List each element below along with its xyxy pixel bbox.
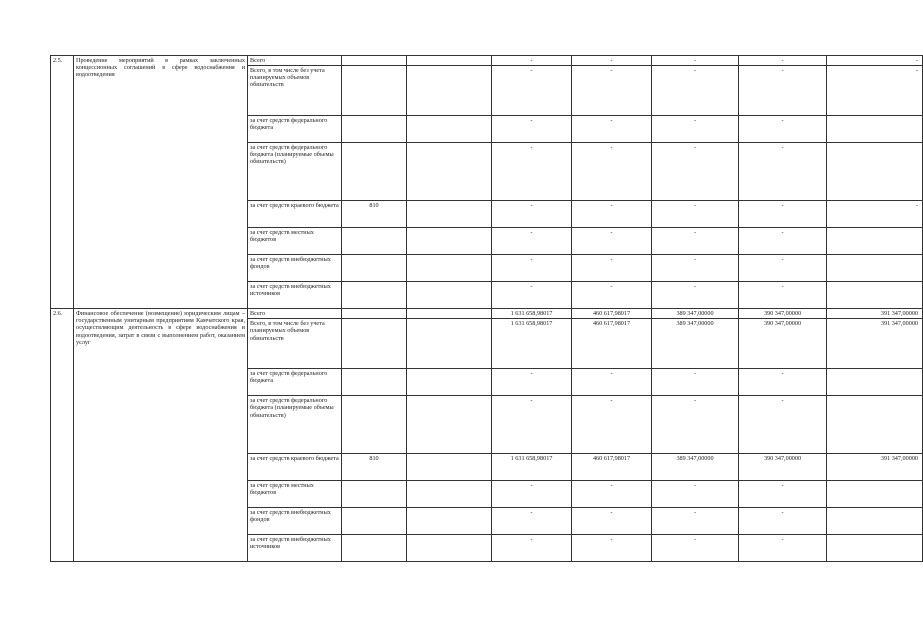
table-row xyxy=(51,309,923,319)
amount-cell: - xyxy=(652,282,739,309)
amount-cell: 1 631 658,98017 xyxy=(492,319,572,369)
funding-source-label: Всего xyxy=(248,56,342,66)
amount-cell xyxy=(407,228,492,255)
amount-cell: 460 617,98017 xyxy=(572,309,652,319)
amount-cell: 389 347,00000 xyxy=(652,319,739,369)
amount-cell: 390 347,00000 xyxy=(739,319,827,369)
budget-code xyxy=(342,481,407,508)
amount-cell: - xyxy=(652,369,739,396)
amount-cell: - xyxy=(572,116,652,143)
amount-cell: - xyxy=(572,508,652,535)
amount-cell: - xyxy=(739,396,827,454)
amount-cell: - xyxy=(739,255,827,282)
amount-cell xyxy=(827,116,923,143)
amount-cell: - xyxy=(652,228,739,255)
amount-cell xyxy=(407,255,492,282)
amount-cell: - xyxy=(492,255,572,282)
funding-source-label: за счет средств федерального бюджета xyxy=(248,116,342,143)
budget-code xyxy=(342,143,407,201)
amount-cell: 391 347,00000 xyxy=(827,309,923,319)
funding-source-label: за счет средств краевого бюджета xyxy=(248,201,342,228)
amount-cell: - xyxy=(492,396,572,454)
amount-cell xyxy=(827,143,923,201)
amount-cell: - xyxy=(739,201,827,228)
funding-source-label: за счет средств внебюджетных фондов xyxy=(248,255,342,282)
amount-cell xyxy=(827,369,923,396)
amount-cell xyxy=(827,508,923,535)
section-number: 2.6. xyxy=(51,309,74,562)
budget-code xyxy=(342,309,407,319)
amount-cell: - xyxy=(572,66,652,116)
amount-cell: - xyxy=(492,116,572,143)
amount-cell: - xyxy=(492,201,572,228)
amount-cell: 390 347,00000 xyxy=(739,454,827,481)
amount-cell xyxy=(407,143,492,201)
funding-source-label: за счет средств внебюджетных источников xyxy=(248,282,342,309)
amount-cell: - xyxy=(652,116,739,143)
funding-source-label: за счет средств внебюджетных источников xyxy=(248,535,342,562)
amount-cell: - xyxy=(739,56,827,66)
budget-code xyxy=(342,56,407,66)
amount-cell: - xyxy=(492,143,572,201)
amount-cell: - xyxy=(492,481,572,508)
amount-cell: 460 617,98017 xyxy=(572,454,652,481)
amount-cell xyxy=(407,369,492,396)
amount-cell: - xyxy=(827,66,923,116)
amount-cell: - xyxy=(652,201,739,228)
amount-cell: - xyxy=(572,143,652,201)
amount-cell: - xyxy=(739,282,827,309)
amount-cell: 390 347,00000 xyxy=(739,309,827,319)
amount-cell: - xyxy=(739,66,827,116)
amount-cell: - xyxy=(652,508,739,535)
amount-cell xyxy=(827,228,923,255)
amount-cell: - xyxy=(652,56,739,66)
section-title: Финансовое обеспечение (возмещение) юридическим лицам – государственным унитарным предприятиям Камчатского края, осуществляющим деятельность в сфере водоснабжения и водоотведения, затрат в связи с выполнением работ, оказанием услуг xyxy=(74,309,248,562)
budget-code xyxy=(342,255,407,282)
amount-cell: - xyxy=(827,56,923,66)
amount-cell: - xyxy=(572,255,652,282)
amount-cell xyxy=(407,282,492,309)
budget-code: 810 xyxy=(342,201,407,228)
budget-table xyxy=(50,55,923,562)
amount-cell: - xyxy=(652,143,739,201)
budget-code xyxy=(342,369,407,396)
amount-cell xyxy=(827,282,923,309)
amount-cell: - xyxy=(572,228,652,255)
amount-cell: - xyxy=(572,481,652,508)
amount-cell: - xyxy=(492,369,572,396)
funding-source-label: Всего, в том числе без учета планируемых объемов обязательств xyxy=(248,319,342,369)
budget-code xyxy=(342,66,407,116)
amount-cell: - xyxy=(572,201,652,228)
budget-code xyxy=(342,508,407,535)
funding-source-label: за счет средств местных бюджетов xyxy=(248,228,342,255)
amount-cell: - xyxy=(652,66,739,116)
amount-cell xyxy=(407,201,492,228)
budget-code xyxy=(342,535,407,562)
funding-source-label: за счет средств краевого бюджета xyxy=(248,454,342,481)
amount-cell xyxy=(407,309,492,319)
amount-cell: - xyxy=(572,535,652,562)
amount-cell: - xyxy=(652,535,739,562)
funding-source-label: за счет средств федерального бюджета (планируемые объемы обязательств) xyxy=(248,143,342,201)
amount-cell xyxy=(407,66,492,116)
amount-cell: - xyxy=(492,56,572,66)
budget-code xyxy=(342,282,407,309)
funding-source-label: за счет средств федерального бюджета (планируемые объемы обязательств) xyxy=(248,396,342,454)
amount-cell: - xyxy=(739,535,827,562)
amount-cell xyxy=(407,396,492,454)
section-title: Проведение мероприятий в рамках заключенных концессионных соглашений в сфере водоснабжения и водоотведения xyxy=(74,56,248,309)
amount-cell: - xyxy=(572,282,652,309)
amount-cell: - xyxy=(739,143,827,201)
amount-cell: - xyxy=(652,255,739,282)
budget-code xyxy=(342,116,407,143)
amount-cell: - xyxy=(572,396,652,454)
amount-cell: - xyxy=(739,369,827,396)
amount-cell xyxy=(407,508,492,535)
amount-cell xyxy=(827,396,923,454)
amount-cell: - xyxy=(492,508,572,535)
amount-cell: 391 347,00000 xyxy=(827,319,923,369)
amount-cell: - xyxy=(492,282,572,309)
amount-cell xyxy=(407,454,492,481)
amount-cell: 460 617,98017 xyxy=(572,319,652,369)
amount-cell: - xyxy=(492,66,572,116)
amount-cell: 389 347,00000 xyxy=(652,309,739,319)
amount-cell xyxy=(407,535,492,562)
amount-cell: - xyxy=(652,481,739,508)
amount-cell: 1 631 658,98017 xyxy=(492,309,572,319)
amount-cell: - xyxy=(739,481,827,508)
table-body xyxy=(51,56,923,562)
amount-cell: - xyxy=(739,228,827,255)
funding-source-label: за счет средств внебюджетных фондов xyxy=(248,508,342,535)
amount-cell: - xyxy=(572,56,652,66)
amount-cell xyxy=(407,481,492,508)
section-number: 2.5. xyxy=(51,56,74,309)
funding-source-label: Всего, в том числе без учета планируемых объемов обязательств xyxy=(248,66,342,116)
amount-cell: - xyxy=(739,508,827,535)
amount-cell xyxy=(827,535,923,562)
funding-source-label: Всего xyxy=(248,309,342,319)
funding-source-label: за счет средств федерального бюджета xyxy=(248,369,342,396)
amount-cell: - xyxy=(827,201,923,228)
amount-cell: - xyxy=(492,228,572,255)
amount-cell: 1 631 658,98017 xyxy=(492,454,572,481)
amount-cell: - xyxy=(739,116,827,143)
funding-source-label: за счет средств местных бюджетов xyxy=(248,481,342,508)
amount-cell xyxy=(407,319,492,369)
amount-cell xyxy=(827,481,923,508)
amount-cell xyxy=(407,116,492,143)
table-row xyxy=(51,56,923,66)
amount-cell: 389 347,00000 xyxy=(652,454,739,481)
amount-cell: 391 347,00000 xyxy=(827,454,923,481)
budget-code xyxy=(342,228,407,255)
amount-cell xyxy=(407,56,492,66)
amount-cell: - xyxy=(492,535,572,562)
amount-cell xyxy=(827,255,923,282)
amount-cell: - xyxy=(652,396,739,454)
budget-code xyxy=(342,396,407,454)
amount-cell: - xyxy=(572,369,652,396)
budget-code xyxy=(342,319,407,369)
budget-code: 810 xyxy=(342,454,407,481)
